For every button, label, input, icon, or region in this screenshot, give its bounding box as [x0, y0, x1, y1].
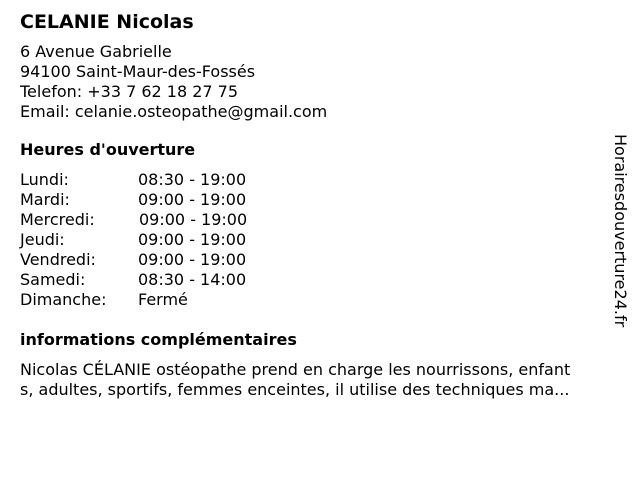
hours-time: Fermé — [138, 290, 188, 309]
site-watermark: Horairesdouverture24.fr — [611, 134, 630, 328]
hours-time: 08:30 - 14:00 — [138, 270, 247, 289]
address-street: 6 Avenue Gabrielle — [20, 42, 172, 61]
address-city: 94100 Saint-Maur-des-Fossés — [20, 62, 256, 81]
info-title: informations complémentaires — [20, 330, 297, 349]
hours-day: Dimanche: — [20, 290, 107, 309]
info-description-line: s, adultes, sportifs, femmes enceintes, il utilise des techniques ma... — [20, 380, 570, 399]
business-name: CELANIE Nicolas — [20, 11, 194, 33]
hours-title: Heures d'ouverture — [20, 140, 196, 159]
hours-time: 09:00 - 19:00 — [138, 190, 247, 209]
address-block — [20, 42, 620, 122]
hours-day: Mardi: — [20, 190, 70, 209]
hours-day: Vendredi: — [20, 250, 96, 269]
hours-time: 08:30 - 19:00 — [138, 170, 247, 189]
hours-row-tuesday — [20, 190, 620, 210]
info-description — [20, 360, 620, 400]
hours-row-wednesday — [20, 210, 620, 230]
phone-line: Telefon: +33 7 62 18 27 75 — [20, 82, 239, 101]
hours-day: Samedi: — [20, 270, 86, 289]
hours-time: 09:00 - 19:00 — [138, 250, 247, 269]
email-line: Email: celanie.osteopathe@gmail.com — [20, 102, 328, 121]
hours-row-saturday — [20, 270, 620, 290]
hours-day: Jeudi: — [20, 230, 65, 249]
info-description-line: Nicolas CÉLANIE ostéopathe prend en charge les nourrissons, enfant — [20, 360, 571, 379]
hours-time: 09:00 - 19:00 — [139, 210, 248, 229]
hours-table — [20, 170, 620, 310]
hours-row-monday — [20, 170, 620, 190]
hours-day: Lundi: — [20, 170, 69, 189]
hours-time: 09:00 - 19:00 — [138, 230, 247, 249]
hours-row-thursday — [20, 230, 620, 250]
hours-day: Mercredi: — [20, 210, 95, 229]
business-card — [20, 10, 620, 400]
hours-row-sunday — [20, 290, 620, 310]
hours-row-friday — [20, 250, 620, 270]
